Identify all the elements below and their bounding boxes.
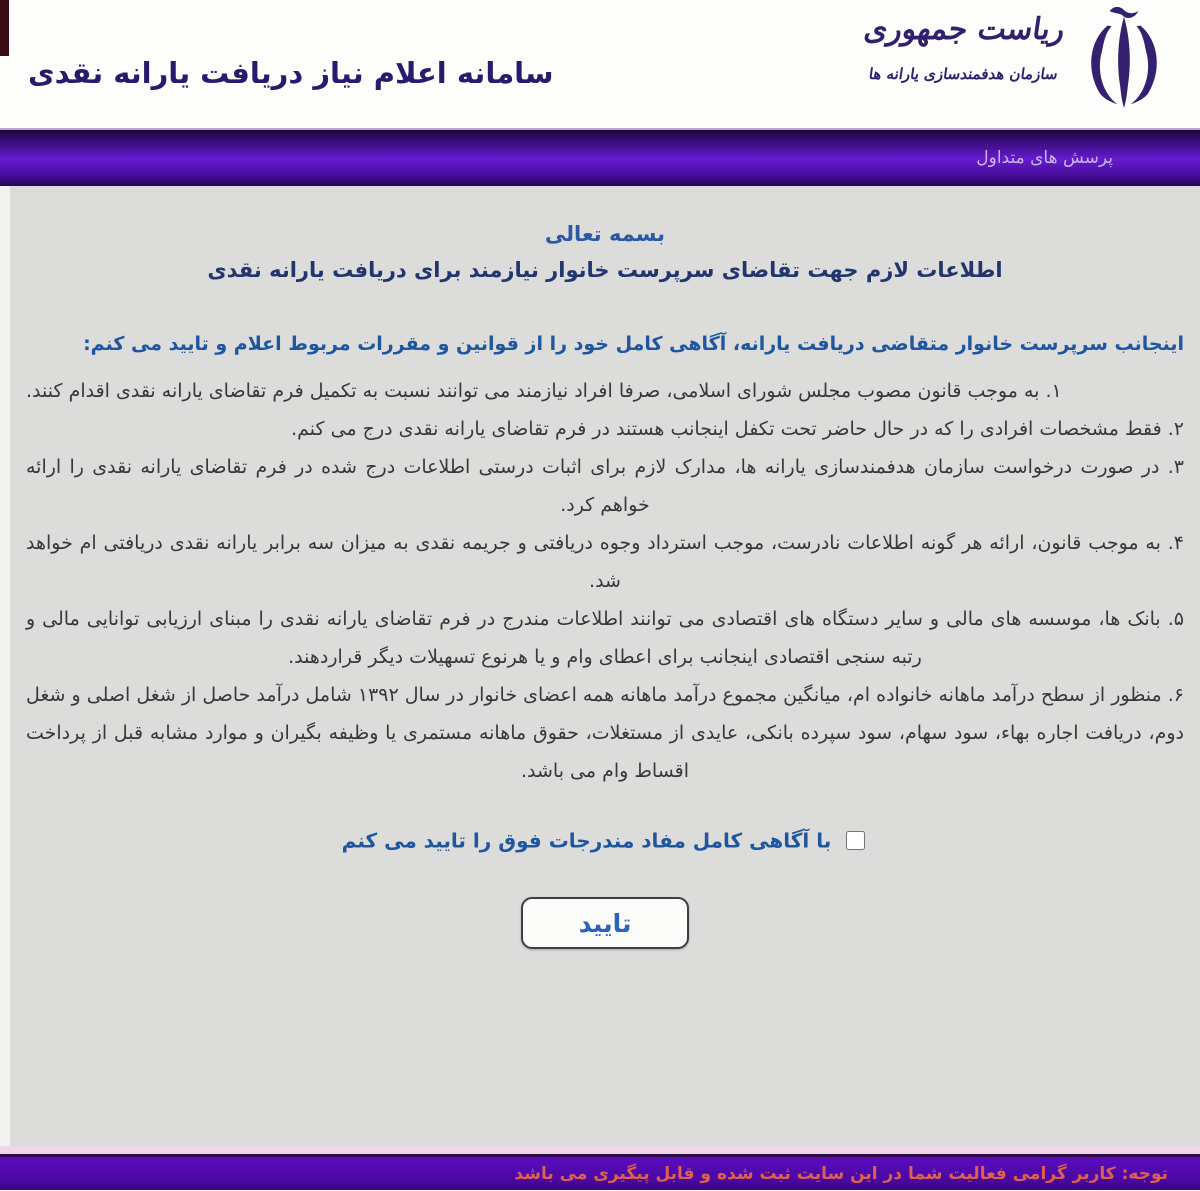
agreement-row (26, 828, 1184, 853)
terms-item-5: ۵. بانک ها، موسسه های مالی و سایر دستگاه های اقتصادی می توانند اطلاعات مندرج در فرم تقاضای یارانه نقدی را مبنای ارزیابی توانایی مالی و رتبه سنجی اقتصادی اینجانب برای اعطای وام و یا هرنوع تسهیلات دیگر قراردهند. (26, 608, 1184, 668)
logo-org-line1: ریاست جمهوری (859, 12, 1064, 47)
bismillah-heading: بسمه تعالی (544, 222, 666, 246)
confirm-button[interactable]: تایید (521, 897, 689, 949)
terms-item-4: ۴. به موجب قانون، ارائه هر گونه اطلاعات نادرست، موجب استرداد وجوه دریافتی و جریمه نقدی به میزان سه برابر یارانه نقدی دریافتی ام خواهد شد. (26, 532, 1184, 592)
button-row (26, 897, 1184, 949)
government-logo (859, 4, 1172, 116)
logo-text (859, 4, 1064, 83)
terms-item-1: ۱. به موجب قانون مصوب مجلس شورای اسلامی، صرفا افراد نیازمند می توانند نسبت به تکمیل فرم تقاضای یارانه نقدی اقدام کنند. (26, 380, 1062, 402)
page-title: اطلاعات لازم جهت تقاضای سرپرست خانوار نیازمند برای دریافت یارانه نقدی (207, 258, 1003, 282)
agree-checkbox[interactable] (846, 831, 865, 850)
footer-bar (0, 1154, 1200, 1190)
footer-notice: توجه: کاربر گرامی فعالیت شما در این سایت ثبت شده و قابل پیگیری می باشد (514, 1164, 1168, 1184)
iran-emblem-icon (1076, 4, 1172, 116)
agree-label[interactable]: با آگاهی کامل مفاد مندرجات فوق را تایید می کنم (341, 828, 832, 853)
intro-statement: اینجانب سرپرست خانوار متقاضی دریافت یارانه، آگاهی کامل خود را از قوانین و مقررات مربوط اعلام و تایید می کنم: (83, 333, 1184, 355)
terms-item-2: ۲. فقط مشخصات افرادی را که در حال حاضر تحت تکفل اینجانب هستند در فرم تقاضای یارانه نقدی درج می کنم. (291, 418, 1184, 440)
terms-item-3: ۳. در صورت درخواست سازمان هدفمندسازی یارانه ها، مدارک لازم برای اثبات درستی اطلاعات درج شده در فرم تقاضای یارانه نقدی را ارائه خواهم کرد. (26, 456, 1184, 516)
nav-item-faq[interactable]: پرسش های متداول (976, 148, 1113, 168)
corner-mark (0, 0, 9, 56)
nav-bar (0, 128, 1200, 186)
terms-item-6: ۶. منظور از سطح درآمد ماهانه خانواده ام، میانگین مجموع درآمد ماهانه همه اعضای خانوار در سال ۱۳۹۲ شامل درآمد حاصل از شغل اصلی و شغل دوم، دریافت اجاره بهاء، سود سهام، سود سپرده بانکی، عایدی از مستغلات، حقوق ماهانه مستمری یا وظیفه بگیران و موارد مشابه قبل از پرداخت اقساط وام می باشد. (26, 684, 1184, 782)
terms-list (26, 372, 1184, 790)
footer-separator (0, 1146, 1200, 1154)
site-title: سامانه اعلام نیاز دریافت یارانه نقدی (28, 56, 554, 90)
logo-org-line2: سازمان هدفمندسازی یارانه ها (866, 65, 1058, 83)
main-content (0, 186, 1200, 1146)
header (0, 0, 1200, 128)
